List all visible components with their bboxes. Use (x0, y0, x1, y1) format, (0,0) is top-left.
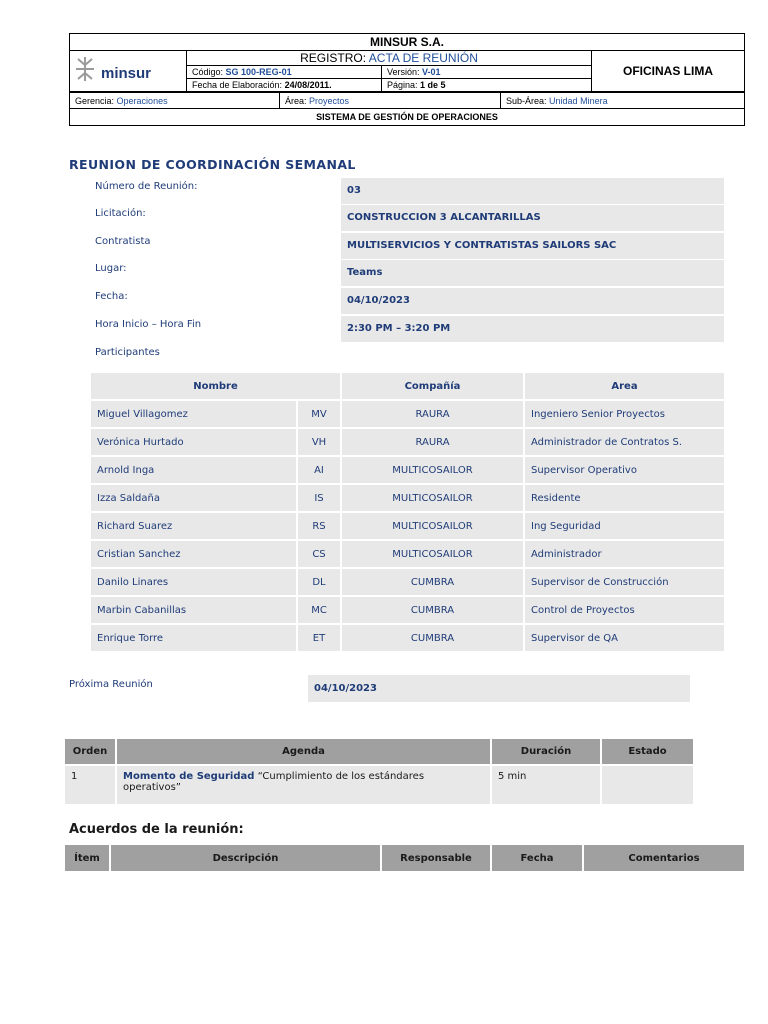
registro-title-cell (187, 51, 592, 66)
col-header-item: Ítem (64, 844, 110, 872)
acuerdos-title: Acuerdos de la reunión: (69, 822, 244, 837)
codigo-cell (187, 66, 382, 79)
pagina-value: 1 de 5 (420, 80, 446, 90)
participant-area: Supervisor de Construcción (523, 569, 724, 595)
document-header (69, 33, 744, 126)
participant-nombre: Arnold Inga (89, 457, 296, 483)
fecha-elaboracion-cell (187, 79, 382, 92)
participant-nombre: Richard Suarez (89, 513, 296, 539)
version-cell (382, 66, 592, 79)
participant-row (89, 597, 724, 623)
registro-label: REGISTRO: (300, 51, 367, 65)
registro-title: ACTA DE REUNIÓN (368, 51, 478, 65)
participant-area: Supervisor Operativo (523, 457, 724, 483)
participant-compania: CUMBRA (340, 625, 523, 651)
section-title: REUNION DE COORDINACIÓN SEMANAL (69, 157, 356, 172)
agenda-estado (601, 765, 694, 805)
company-name: MINSUR S.A. (70, 34, 745, 51)
participant-area: Ingeniero Senior Proyectos (523, 401, 724, 427)
participant-row (89, 401, 724, 427)
fecha-elaboracion-label: Fecha de Elaboración: (192, 80, 283, 90)
info-label: Número de Reunión: (95, 181, 198, 192)
participant-row (89, 485, 724, 511)
version-value: V-01 (422, 67, 441, 77)
participant-nombre: Marbin Cabanillas (89, 597, 296, 623)
col-header-duracion: Duración (491, 738, 601, 765)
sistema-gestion: SISTEMA DE GESTIÓN DE OPERACIONES (70, 109, 745, 126)
participant-area: Supervisor de QA (523, 625, 724, 651)
info-value: CONSTRUCCION 3 ALCANTARILLAS (341, 205, 724, 231)
col-header-responsable: Responsable (381, 844, 491, 872)
col-header-orden: Orden (64, 738, 116, 765)
participant-initials: VH (296, 429, 340, 455)
participant-initials: DL (296, 569, 340, 595)
version-label: Versión: (387, 67, 420, 77)
subarea-value: Unidad Minera (549, 95, 608, 106)
col-header-descripcion: Descripción (110, 844, 381, 872)
info-value: 2:30 PM – 3:20 PM (341, 316, 724, 342)
col-header-area: Area (523, 373, 724, 399)
participant-initials: MC (296, 597, 340, 623)
participants-label: Participantes (95, 347, 160, 358)
participant-compania: MULTICOSAILOR (340, 485, 523, 511)
info-value: 03 (341, 178, 724, 204)
participant-initials: ET (296, 625, 340, 651)
gerencia-value: Operaciones (116, 95, 168, 106)
codigo-value: SG 100-REG-01 (225, 67, 292, 77)
info-label: Fecha: (95, 291, 128, 302)
info-value: MULTISERVICIOS Y CONTRATISTAS SAILORS SAC (341, 233, 724, 259)
participant-nombre: Verónica Hurtado (89, 429, 296, 455)
participant-area: Ing Seguridad (523, 513, 724, 539)
participant-row (89, 513, 724, 539)
participant-area: Administrador de Contratos S. (523, 429, 724, 455)
info-label: Licitación: (95, 208, 146, 219)
agenda-row (64, 765, 694, 805)
participant-compania: CUMBRA (340, 569, 523, 595)
agenda-table (63, 737, 695, 806)
participant-row (89, 429, 724, 455)
info-label: Contratista (95, 236, 151, 247)
agenda-orden: 1 (64, 765, 116, 805)
participant-initials: IS (296, 485, 340, 511)
pagina-cell (382, 79, 592, 92)
participants-header-row (89, 373, 724, 399)
participant-nombre: Enrique Torre (89, 625, 296, 651)
area-value: Proyectos (309, 95, 350, 106)
next-meeting-label: Próxima Reunión (69, 679, 153, 690)
participant-row (89, 457, 724, 483)
participant-compania: MULTICOSAILOR (340, 457, 523, 483)
fecha-elaboracion-value: 24/08/2011. (284, 80, 332, 90)
info-value: Teams (341, 260, 724, 286)
agenda-header-row (64, 738, 694, 765)
acuerdos-header-row (64, 844, 745, 872)
participant-nombre: Miguel Villagomez (89, 401, 296, 427)
participant-nombre: Izza Saldaña (89, 485, 296, 511)
participant-area: Administrador (523, 541, 724, 567)
participant-nombre: Cristian Sanchez (89, 541, 296, 567)
agenda-duracion: 5 min (491, 765, 601, 805)
subarea-label: Sub-Área: (506, 95, 547, 106)
participant-area: Residente (523, 485, 724, 511)
info-value: 04/10/2023 (341, 288, 724, 314)
participant-row (89, 541, 724, 567)
participant-initials: AI (296, 457, 340, 483)
acuerdos-table (63, 843, 746, 873)
col-header-comentarios: Comentarios (583, 844, 745, 872)
participant-row (89, 569, 724, 595)
subarea-cell (501, 93, 745, 109)
agenda-detail: “Cumplimiento de los estándares operativos” (123, 771, 425, 793)
info-label: Hora Inicio – Hora Fin (95, 319, 202, 330)
participant-initials: MV (296, 401, 340, 427)
pagina-label: Página: (387, 80, 418, 90)
gerencia-label: Gerencia: (75, 95, 115, 106)
gerencia-cell (70, 93, 280, 109)
participant-compania: MULTICOSAILOR (340, 541, 523, 567)
participant-compania: CUMBRA (340, 597, 523, 623)
participant-compania: RAURA (340, 401, 523, 427)
participants-table (89, 371, 724, 653)
col-header-nombre: Nombre (89, 373, 340, 399)
info-label: Lugar: (95, 263, 127, 274)
participant-compania: RAURA (340, 429, 523, 455)
participant-area: Control de Proyectos (523, 597, 724, 623)
area-cell (280, 93, 501, 109)
col-header-fecha: Fecha (491, 844, 583, 872)
minsur-logo (70, 51, 187, 92)
participant-nombre: Danilo Linares (89, 569, 296, 595)
logo-wordmark: minsur (101, 65, 152, 82)
col-header-agenda: Agenda (116, 738, 491, 765)
area-label: Área: (285, 95, 307, 106)
participant-initials: RS (296, 513, 340, 539)
codigo-label: Código: (192, 67, 224, 77)
participant-compania: MULTICOSAILOR (340, 513, 523, 539)
participant-row (89, 625, 724, 651)
agenda-topic: Momento de Seguridad (123, 771, 255, 782)
agenda-item (116, 765, 491, 805)
oficinas-label: OFICINAS LIMA (592, 51, 745, 92)
col-header-estado: Estado (601, 738, 694, 765)
minsur-logo-icon (74, 53, 182, 87)
col-header-compania: Compañía (340, 373, 523, 399)
next-meeting-value: 04/10/2023 (308, 675, 690, 702)
participant-initials: CS (296, 541, 340, 567)
